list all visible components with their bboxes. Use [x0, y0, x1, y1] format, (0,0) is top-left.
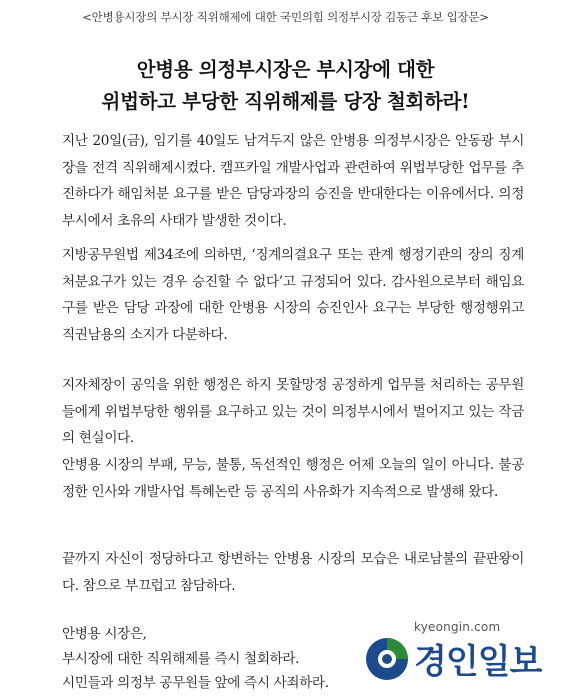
kyeongin-emblem-icon [364, 636, 410, 682]
title-line-2: 위법하고 부당한 직위해제를 당장 철회하라! [101, 90, 470, 113]
closing-line-2: 부시장에 대한 직위해제를 즉시 철회하라. [62, 650, 300, 667]
closing-line-3: 시민들과 의정부 공무원들 앞에 즉시 사죄하라. [62, 675, 329, 691]
closing-demands [62, 622, 392, 696]
watermark-name: 경인일보 [414, 642, 542, 682]
kyeongin-watermark [364, 616, 564, 696]
watermark-url: kyeongin.com [414, 620, 501, 634]
document-title [0, 54, 571, 118]
title-line-1: 안병용 의정부시장은 부시장에 대한 [136, 58, 435, 81]
paragraph-3: 지자체장이 공익을 위한 행정은 하지 못할망정 공정하게 업무를 처리하는 공무원들에게 위법부당한 행위를 요구하고 있는 것이 의정부시에서 벌어지고 있는 작금의 현실이다. [62, 377, 524, 446]
paragraph-2: 지방공무원법 제34조에 의하면, ‘징계의결요구 또는 관계 행정기관의 장의 징계처분요구가 있는 경우 승진할 수 없다’고 규정되어 있다. 감사원으로부터 해임요구를 받은 담당 과장에 대한 안병용 시장의 승진인사 요구는 부당한 행정행위고 직권남용의 소지가 다분하다. [62, 247, 524, 343]
paragraph-1: 지난 20일(금), 임기를 40일도 남겨두지 않은 안병용 의정부시장은 안동광 부시장을 전격 직위해제시켰다. 캠프카일 개발사업과 관련하여 위법부당한 업무를 추진하다가 해임처분 요구를 받은 담당과장의 승진을 반대한다는 이유에서다. 의정부시에서 초유의 사태가 발생한 것이다. [62, 133, 524, 229]
document-subtitle: <안병용시장의 부시장 직위해제에 대한 국민의힘 의정부시장 김동근 후보 입장문> [82, 10, 489, 24]
closing-line-1: 안병용 시장은, [62, 626, 147, 642]
paragraph-5: 끝까지 자신이 정당하다고 항변하는 안병용 시장의 모습은 내로남불의 끝판왕이다. 참으로 부끄럽고 참담하다. [62, 551, 524, 594]
paragraph-4: 안병용 시장의 부패, 무능, 불통, 독선적인 행정은 어제 오늘의 일이 아니다. 불공정한 인사와 개발사업 특혜논란 등 공직의 사유화가 지속적으로 발생해 왔다. [62, 457, 524, 500]
